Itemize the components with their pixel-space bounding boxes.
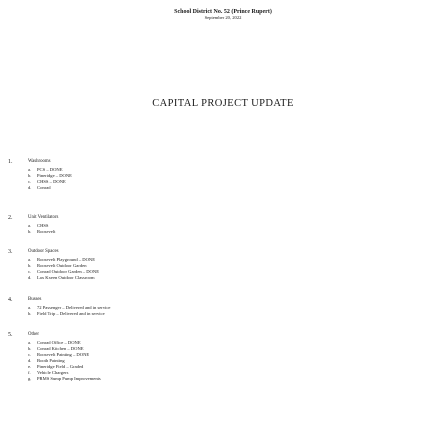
item-text: Lax Kxeen Outdoor Classroom	[37, 275, 95, 280]
item-letter: b.	[28, 311, 32, 316]
item-letter: c.	[28, 269, 32, 274]
item-text: Roosevelt Painting – DONE	[37, 352, 90, 357]
item-text: Roosevelt Outdoor Garden	[37, 263, 87, 268]
item-letter: a.	[28, 223, 32, 228]
section-number: 4.	[8, 297, 13, 303]
item-text: Roosevelt Playground – DONE	[37, 257, 96, 262]
section-heading: Busses	[28, 297, 42, 302]
item-letter: a.	[28, 167, 32, 172]
item-text: Conrad Outdoor Garden – DONE	[37, 269, 100, 274]
item-letter: c.	[28, 352, 32, 357]
item-letter: d.	[28, 185, 32, 190]
item-letter: b.	[28, 263, 32, 268]
item-letter: a.	[28, 340, 32, 345]
letterhead	[0, 9, 446, 21]
item-text: Conrad Kitchen – DONE	[37, 346, 84, 351]
item-letter: d.	[28, 358, 32, 363]
section-number: 1.	[8, 159, 13, 165]
item-letter: d.	[28, 275, 32, 280]
item-letter: c.	[28, 179, 32, 184]
item-text: PRMS Sump Pump Improvements	[37, 376, 101, 381]
section-number: 5.	[8, 332, 13, 338]
item-text: CHSS – DONE	[37, 179, 66, 184]
item-letter: b.	[28, 173, 32, 178]
document-date: September 20, 2022	[204, 15, 242, 20]
item-text: Booth Painting	[37, 358, 65, 363]
item-text: Pineridge Field – Graded	[37, 364, 84, 369]
section-heading: Washrooms	[28, 159, 51, 164]
item-text: Field Trip – Delivered and in service	[37, 311, 105, 316]
item-text: Pineridge – DONE	[37, 173, 72, 178]
item-text: PCS – DONE	[37, 167, 63, 172]
item-letter: a.	[28, 305, 32, 310]
section-heading: Unit Ventilators	[28, 215, 59, 220]
item-text: 72 Passenger – Delivered and in service	[37, 305, 111, 310]
section-heading: Other	[28, 332, 39, 337]
district-name: School District No. 52 (Prince Rupert)	[174, 9, 272, 15]
item-text: Conrad Office – DONE	[37, 340, 81, 345]
page-title: CAPITAL PROJECT UPDATE	[152, 98, 294, 109]
item-letter: b.	[28, 346, 32, 351]
item-text: CHSS	[37, 223, 49, 228]
item-letter: a.	[28, 257, 32, 262]
item-letter: f.	[28, 370, 31, 375]
item-letter: e.	[28, 364, 32, 369]
section-number: 2.	[8, 215, 13, 221]
section-heading: Outdoor Spaces	[28, 249, 59, 254]
item-text: Conrad	[37, 185, 51, 190]
item-text: Roosevelt	[37, 229, 56, 234]
item-letter: g.	[28, 376, 32, 381]
item-text: Vehicle Chargers	[37, 370, 69, 375]
section-number: 3.	[8, 249, 13, 255]
item-letter: b.	[28, 229, 32, 234]
